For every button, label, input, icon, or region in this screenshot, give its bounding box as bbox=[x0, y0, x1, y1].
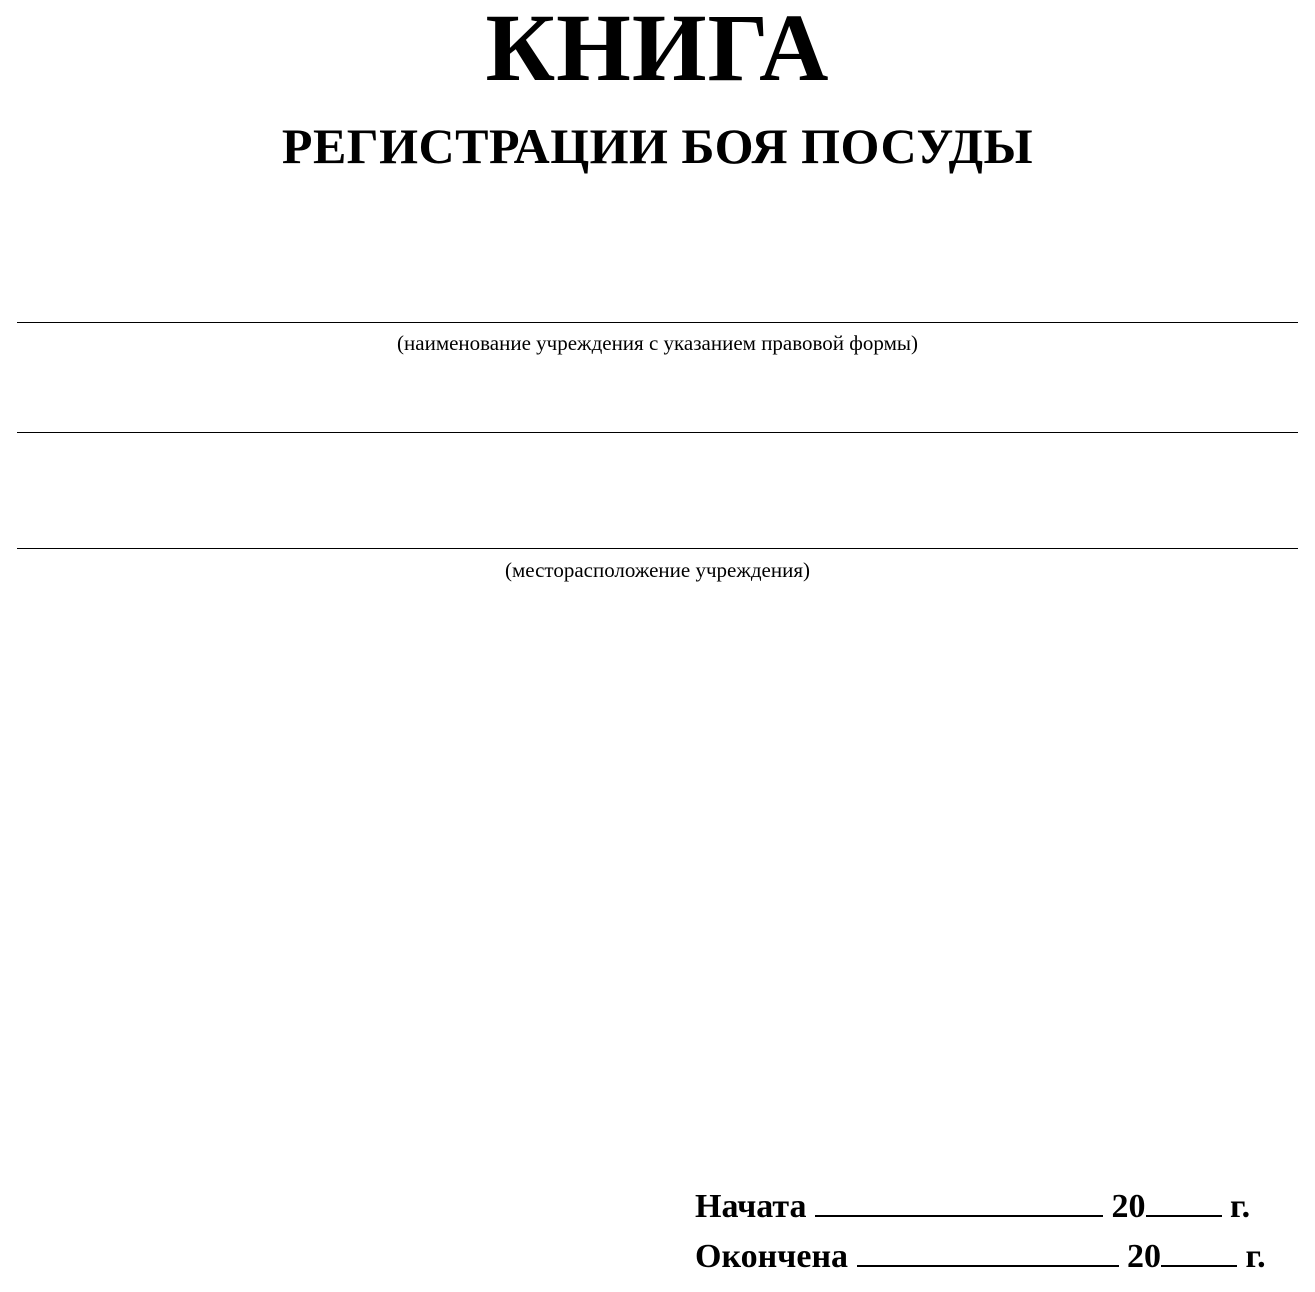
institution-name-line[interactable] bbox=[17, 322, 1298, 323]
finished-year-blank[interactable] bbox=[1161, 1235, 1237, 1267]
finished-year-prefix: 20 bbox=[1127, 1238, 1162, 1275]
started-year-suffix: г. bbox=[1230, 1188, 1251, 1225]
finished-label: Окончена bbox=[695, 1238, 849, 1275]
finished-year-suffix: г. bbox=[1245, 1238, 1266, 1275]
book-subtitle: РЕГИСТРАЦИИ БОЯ ПОСУДЫ bbox=[281, 118, 1034, 174]
institution-location-caption: (месторасположение учреждения) bbox=[504, 558, 811, 582]
started-year-prefix: 20 bbox=[1111, 1188, 1146, 1225]
institution-name-caption: (наименование учреждения с указанием правовой формы) bbox=[397, 331, 918, 355]
started-label: Начата bbox=[695, 1188, 807, 1225]
book-title: КНИГА bbox=[485, 0, 830, 101]
institution-location-line[interactable] bbox=[17, 548, 1298, 549]
started-date-blank[interactable] bbox=[815, 1185, 1103, 1217]
started-date-row bbox=[695, 1185, 1250, 1227]
finished-date-row bbox=[695, 1235, 1266, 1277]
started-year-blank[interactable] bbox=[1146, 1185, 1222, 1217]
institution-name-line-2[interactable] bbox=[17, 432, 1298, 433]
finished-date-blank[interactable] bbox=[857, 1235, 1119, 1267]
